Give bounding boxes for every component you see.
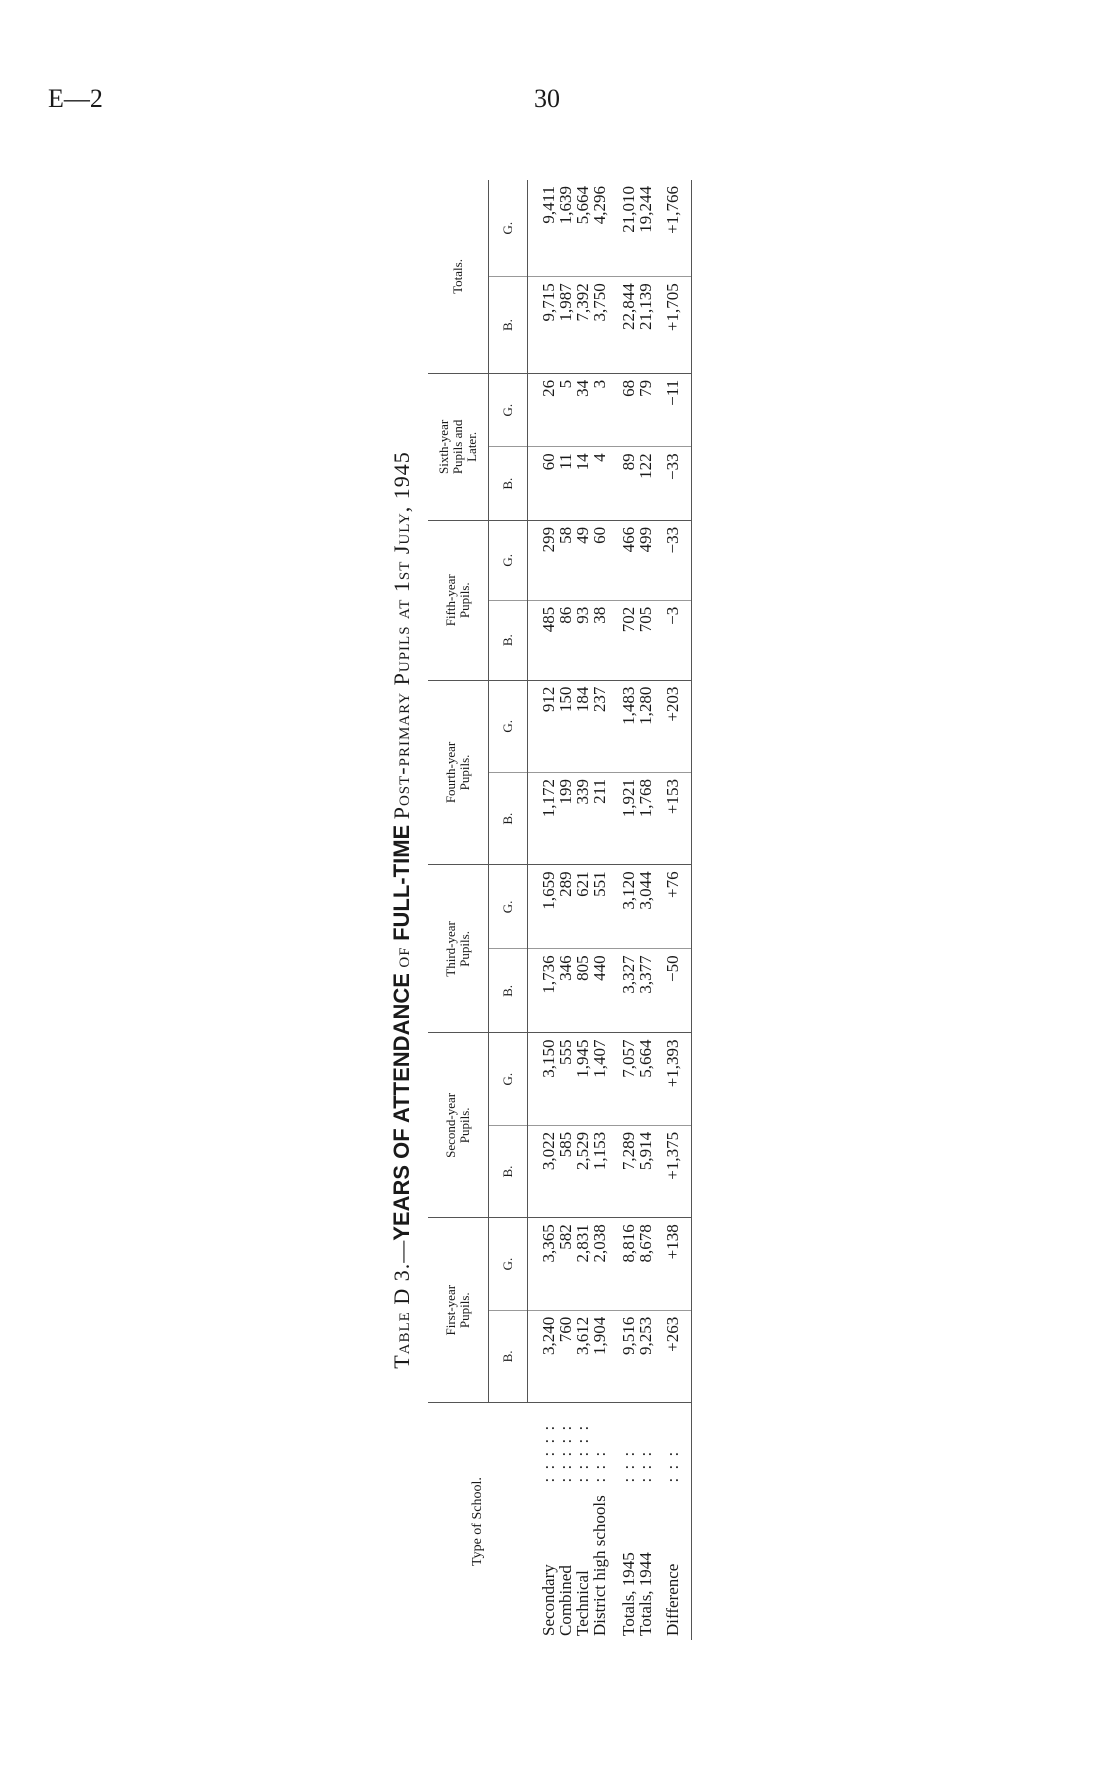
boys-value-cell: 1,768	[637, 772, 654, 864]
girls-subheader: G.	[489, 520, 528, 600]
boys-value-cell: 440	[591, 949, 608, 1033]
table-row	[664, 180, 681, 1640]
table-title: Table D 3.—YEARS OF ATTENDANCE of FULL-TIME Post-primary Pupils at 1st July, 1945	[389, 451, 414, 1369]
row-label: Secondary	[539, 1564, 558, 1636]
girls-value-cell: +1,393	[664, 1033, 681, 1125]
leader-dots: : : :	[620, 1403, 637, 1483]
boys-value-cell: 38	[591, 600, 608, 680]
girls-value-cell: 1,945	[574, 1033, 591, 1125]
girls-value-cell: −11	[664, 373, 681, 447]
rotated-table-block	[382, 180, 712, 1640]
girls-value-cell: 184	[574, 680, 591, 772]
girls-value-cell: 299	[540, 520, 557, 600]
boys-value-cell: 4	[591, 447, 608, 521]
group-header-third-year: Third-year Pupils.	[428, 865, 489, 1033]
row-label: Technical	[573, 1570, 592, 1636]
title-of: of	[389, 946, 414, 968]
boys-value-cell: −3	[664, 600, 681, 680]
leader-dots: : : : : :	[557, 1403, 574, 1483]
girls-value-cell: 1,407	[591, 1033, 608, 1125]
boys-value-cell: 1,987	[557, 277, 574, 374]
group-header-sixth-year: Sixth-year Pupils and Later.	[428, 373, 489, 520]
girls-value-cell: 1,659	[540, 865, 557, 949]
girls-value-cell: 1,280	[637, 680, 654, 772]
girls-value-cell: 7,057	[620, 1033, 637, 1125]
table-row	[540, 180, 557, 1640]
girls-value-cell: +138	[664, 1218, 681, 1310]
title-main: YEARS OF ATTENDANCE	[389, 973, 414, 1241]
leader-dots: : : :	[664, 1403, 681, 1483]
type-of-school-header: Type of School.	[428, 1403, 528, 1640]
girls-value-cell: 237	[591, 680, 608, 772]
boys-value-cell: 60	[540, 447, 557, 521]
boys-value-cell: 760	[557, 1310, 574, 1402]
girls-value-cell: 1,639	[556, 186, 575, 225]
boys-value-cell: 485	[540, 600, 557, 680]
boys-value-cell: 93	[574, 600, 591, 680]
boys-value-cell: 7,289	[620, 1125, 637, 1217]
spacer-row	[608, 180, 620, 1640]
girls-value-cell: 58	[557, 520, 574, 600]
girls-subheader: G.	[489, 680, 528, 772]
title-rest: FULL-TIME	[389, 824, 414, 941]
boys-value-cell: 3,377	[637, 949, 654, 1033]
title-tail: Post-primary Pupils at 1st July, 1945	[389, 451, 414, 820]
girls-value-cell: 79	[637, 373, 654, 447]
table-row	[574, 180, 591, 1640]
boys-value-cell: −33	[664, 447, 681, 521]
boys-value-cell: 122	[637, 447, 654, 521]
group-header-totals: Totals.	[428, 180, 489, 373]
girls-value-cell: 582	[557, 1218, 574, 1310]
boys-value-cell: 3,022	[540, 1125, 557, 1217]
boys-value-cell: 9,516	[620, 1310, 637, 1402]
girls-value-cell: +203	[664, 680, 681, 772]
boys-value-cell: 702	[620, 600, 637, 680]
boys-value-cell: 1,172	[540, 772, 557, 864]
table-row	[637, 180, 654, 1640]
group-header-second-year: Second-year Pupils.	[428, 1033, 489, 1218]
boys-value-cell: 1,904	[591, 1310, 608, 1402]
row-label: District high schools	[590, 1495, 609, 1636]
row-label: Difference	[663, 1563, 682, 1636]
boys-subheader: B.	[489, 772, 528, 864]
boys-value-cell: 3,327	[620, 949, 637, 1033]
girls-value-cell: 289	[557, 865, 574, 949]
boys-subheader: B.	[489, 949, 528, 1033]
girls-value-cell: 60	[591, 520, 608, 600]
girls-value-cell: 19,244	[636, 186, 655, 233]
girls-subheader: G.	[489, 1218, 528, 1310]
spacer-row	[681, 180, 692, 1640]
girls-value-cell: 9,411	[539, 186, 558, 224]
table-row	[620, 180, 637, 1640]
boys-value-cell: 705	[637, 600, 654, 680]
girls-value-cell: 466	[620, 520, 637, 600]
girls-value-cell: 3,150	[540, 1033, 557, 1125]
boys-value-cell: 22,844	[620, 277, 637, 374]
boys-value-cell: +153	[664, 772, 681, 864]
leader-dots: : : :	[591, 1403, 608, 1483]
group-header-fifth-year: Fifth-year Pupils.	[428, 520, 489, 680]
girls-value-cell: 150	[557, 680, 574, 772]
girls-value-cell: +76	[664, 865, 681, 949]
boys-value-cell: 11	[557, 447, 574, 521]
girls-value-cell: 499	[637, 520, 654, 600]
girls-value-cell: 26	[540, 373, 557, 447]
group-header-fourth-year: Fourth-year Pupils.	[428, 680, 489, 865]
boys-value-cell: 1,153	[591, 1125, 608, 1217]
girls-value-cell: 555	[557, 1033, 574, 1125]
boys-value-cell: 2,529	[574, 1125, 591, 1217]
boys-value-cell: 9,715	[540, 277, 557, 374]
girls-value-cell: 912	[540, 680, 557, 772]
boys-value-cell: 585	[557, 1125, 574, 1217]
girls-value-cell: 2,038	[591, 1218, 608, 1310]
boys-subheader: B.	[489, 1310, 528, 1402]
girls-value-cell: 8,816	[620, 1218, 637, 1310]
girls-value-cell: 5	[557, 373, 574, 447]
boys-value-cell: 211	[591, 772, 608, 864]
row-label: Combined	[556, 1565, 575, 1636]
girls-subheader: G.	[489, 1033, 528, 1125]
girls-value-cell: 2,831	[574, 1218, 591, 1310]
girls-value-cell: 3,120	[620, 865, 637, 949]
row-label: Totals, 1945	[619, 1552, 638, 1636]
boys-value-cell: 7,392	[574, 277, 591, 374]
boys-value-cell: +1,705	[664, 277, 681, 374]
girls-subheader: G.	[489, 373, 528, 447]
boys-value-cell: 21,139	[637, 277, 654, 374]
girls-subheader: G.	[489, 865, 528, 949]
boys-value-cell: +263	[664, 1310, 681, 1402]
girls-value-cell: 34	[574, 373, 591, 447]
boys-value-cell: 3,612	[574, 1310, 591, 1402]
girls-subheader: G.	[489, 180, 528, 277]
girls-value-cell: 21,010	[619, 186, 638, 233]
girls-value-cell: 8,678	[637, 1218, 654, 1310]
group-header-first-year: First-year Pupils.	[428, 1218, 489, 1403]
boys-value-cell: +1,375	[664, 1125, 681, 1217]
leader-dots: : : : : :	[574, 1403, 591, 1483]
table-row	[591, 180, 608, 1640]
boys-value-cell: 89	[620, 447, 637, 521]
attendance-table	[428, 180, 692, 1640]
boys-subheader: B.	[489, 447, 528, 521]
boys-value-cell: 805	[574, 949, 591, 1033]
page-number: 30	[534, 84, 560, 113]
boys-value-cell: −50	[664, 949, 681, 1033]
table-label: Table D 3.	[389, 1262, 414, 1369]
girls-value-cell: 4,296	[590, 186, 609, 225]
spacer-row	[528, 180, 541, 1640]
girls-value-cell: +1,766	[663, 186, 682, 234]
girls-value-cell: −33	[664, 520, 681, 600]
row-label: Totals, 1944	[636, 1552, 655, 1636]
boys-value-cell: 3,750	[591, 277, 608, 374]
boys-value-cell: 14	[574, 447, 591, 521]
boys-subheader: B.	[489, 277, 528, 374]
girls-value-cell: 1,483	[620, 680, 637, 772]
page-code: E—2	[48, 84, 103, 113]
boys-value-cell: 1,921	[620, 772, 637, 864]
boys-subheader: B.	[489, 1125, 528, 1217]
girls-value-cell: 3,044	[637, 865, 654, 949]
girls-value-cell: 621	[574, 865, 591, 949]
girls-value-cell: 49	[574, 520, 591, 600]
boys-value-cell: 86	[557, 600, 574, 680]
table-row	[557, 180, 574, 1640]
boys-value-cell: 339	[574, 772, 591, 864]
girls-value-cell: 5,664	[637, 1033, 654, 1125]
boys-value-cell: 5,914	[637, 1125, 654, 1217]
boys-value-cell: 3,240	[540, 1310, 557, 1402]
girls-value-cell: 3	[591, 373, 608, 447]
boys-value-cell: 9,253	[637, 1310, 654, 1402]
boys-value-cell: 346	[557, 949, 574, 1033]
boys-value-cell: 199	[557, 772, 574, 864]
girls-value-cell: 68	[620, 373, 637, 447]
leader-dots: : : :	[637, 1403, 654, 1483]
girls-value-cell: 3,365	[540, 1218, 557, 1310]
girls-value-cell: 5,664	[573, 186, 592, 225]
boys-value-cell: 1,736	[540, 949, 557, 1033]
boys-subheader: B.	[489, 600, 528, 680]
girls-value-cell: 551	[591, 865, 608, 949]
leader-dots: : : : : :	[540, 1403, 557, 1483]
